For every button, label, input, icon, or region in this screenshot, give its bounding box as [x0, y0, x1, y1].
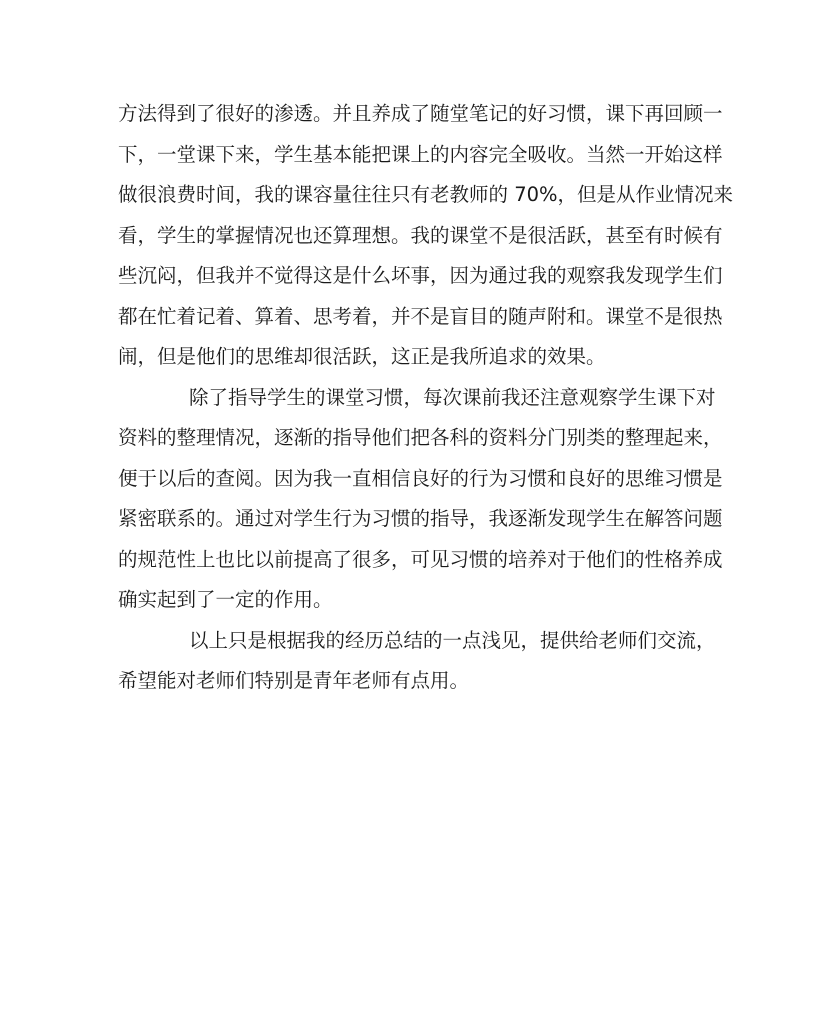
text-line: 方法得到了很好的渗透。并且养成了随堂笔记的好习惯，课下再回顾一 — [118, 102, 723, 125]
paragraph-1 — [118, 94, 734, 378]
text-line: 看，学生的掌握情况也还算理想。我的课堂不是很活跃，甚至有时候有 — [118, 223, 723, 247]
text-line: 紧密联系的。通过对学生行为习惯的指导，我逐渐发现学生在解答问题 — [118, 507, 723, 530]
text-line: 确实起到了一定的作用。 — [118, 588, 333, 611]
text-line: 以上只是根据我的经历总结的一点浅见，提供给老师们交流， — [189, 628, 716, 652]
text-line: 资料的整理情况，逐渐的指导他们把各科的资料分门别类的整理起来， — [118, 426, 723, 449]
text-line: 的规范性上也比以前提高了很多，可见习惯的培养对于他们的性格养成 — [118, 547, 723, 571]
text-line: 做很浪费时间，我的课容量往往只有老教师的 70%，但是从作业情况来 — [118, 183, 734, 206]
text-line: 闹，但是他们的思维却很活跃，这正是我所追求的效果。 — [118, 345, 606, 368]
text-line: 除了指导学生的课堂习惯，每次课前我还注意观察学生课下对 — [189, 385, 716, 409]
paragraph-3 — [118, 621, 716, 702]
document-body — [118, 94, 734, 702]
paragraph-2 — [118, 378, 723, 621]
text-line: 些沉闷，但我并不觉得这是什么坏事，因为通过我的观察我发现学生们 — [118, 264, 723, 287]
text-line: 希望能对老师们特别是青年老师有点用。 — [118, 669, 470, 692]
text-line: 下，一堂课下来，学生基本能把课上的内容完全吸收。当然一开始这样 — [118, 142, 723, 166]
text-line: 便于以后的查阅。因为我一直相信良好的行为习惯和良好的思维习惯是 — [118, 466, 723, 490]
text-line: 都在忙着记着、算着、思考着，并不是盲目的随声附和。课堂不是很热 — [118, 304, 723, 328]
